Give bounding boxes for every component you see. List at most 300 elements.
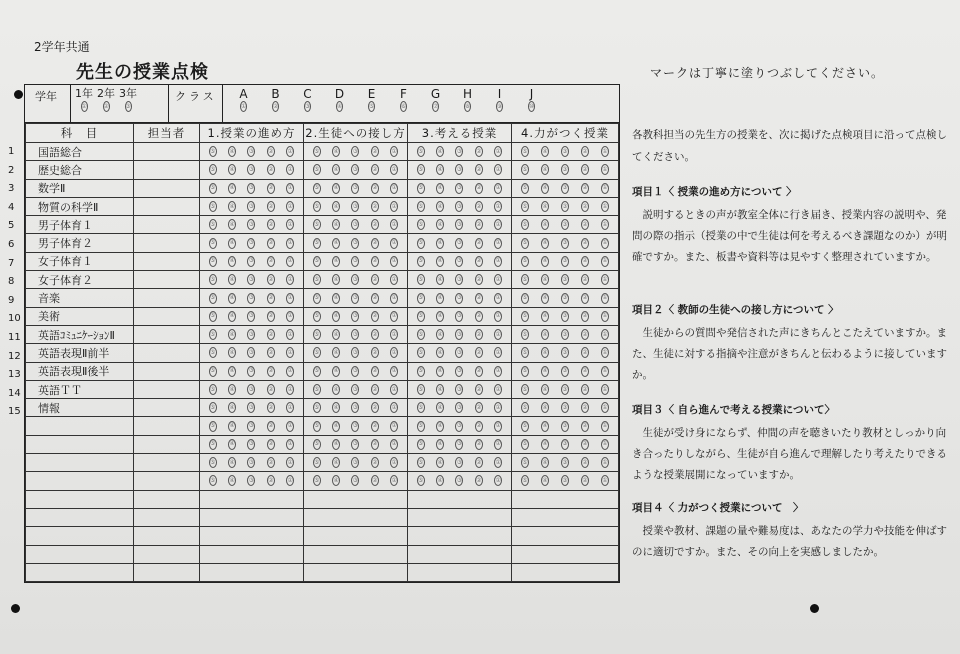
- rating-bubble[interactable]: ③: [247, 329, 255, 340]
- rating-bubble[interactable]: ④: [228, 329, 236, 340]
- teacher-cell[interactable]: [134, 563, 200, 581]
- rating-bubble[interactable]: ①: [286, 201, 294, 212]
- rating-bubble[interactable]: ④: [436, 201, 444, 212]
- rating-bubble[interactable]: ④: [332, 201, 340, 212]
- rating-bubble[interactable]: ②: [267, 146, 275, 157]
- rating-bubble[interactable]: ③: [455, 366, 463, 377]
- rating-bubble[interactable]: ②: [475, 201, 483, 212]
- rating-bubble[interactable]: ④: [332, 146, 340, 157]
- rating-bubble[interactable]: ④: [332, 421, 340, 432]
- rating-bubble[interactable]: ①: [494, 293, 502, 304]
- teacher-cell[interactable]: [134, 289, 200, 307]
- rating-bubble[interactable]: ①: [286, 402, 294, 413]
- rating-bubble[interactable]: ⑤: [313, 293, 321, 304]
- rating-bubble[interactable]: ④: [332, 164, 340, 175]
- rating-bubble[interactable]: ③: [561, 347, 569, 358]
- rating-bubble[interactable]: ⑤: [209, 256, 217, 267]
- rating-bubble[interactable]: ①: [390, 164, 398, 175]
- rating-bubble[interactable]: ②: [267, 384, 275, 395]
- class-option[interactable]: [421, 87, 450, 112]
- rating-bubble[interactable]: ⑤: [417, 439, 425, 450]
- rating-bubble[interactable]: ②: [267, 402, 275, 413]
- rating-bubble[interactable]: ③: [455, 293, 463, 304]
- rating-bubble[interactable]: ④: [228, 256, 236, 267]
- rating-bubble[interactable]: ①: [286, 457, 294, 468]
- grade-bubble[interactable]: ③: [125, 101, 132, 112]
- rating-bubble[interactable]: ③: [455, 238, 463, 249]
- rating-bubble[interactable]: ③: [561, 402, 569, 413]
- rating-bubble[interactable]: ②: [475, 457, 483, 468]
- rating-bubble[interactable]: ③: [561, 219, 569, 230]
- rating-bubble[interactable]: ⑤: [313, 366, 321, 377]
- rating-bubble[interactable]: ④: [436, 329, 444, 340]
- rating-bubble[interactable]: ④: [228, 183, 236, 194]
- class-bubble[interactable]: ①: [240, 101, 247, 112]
- teacher-cell[interactable]: [134, 417, 200, 435]
- rating-bubble[interactable]: ③: [561, 421, 569, 432]
- rating-bubble[interactable]: ①: [494, 421, 502, 432]
- rating-bubble[interactable]: ③: [455, 164, 463, 175]
- rating-bubble[interactable]: ⑤: [313, 384, 321, 395]
- rating-bubble[interactable]: ①: [601, 439, 609, 450]
- rating-bubble[interactable]: ③: [247, 311, 255, 322]
- rating-bubble[interactable]: ③: [247, 274, 255, 285]
- rating-bubble[interactable]: ①: [494, 201, 502, 212]
- rating-bubble[interactable]: ②: [371, 329, 379, 340]
- teacher-cell[interactable]: [134, 380, 200, 398]
- rating-bubble[interactable]: ②: [371, 274, 379, 285]
- rating-bubble[interactable]: ⑤: [313, 347, 321, 358]
- rating-bubble[interactable]: ④: [332, 183, 340, 194]
- rating-bubble[interactable]: ④: [436, 402, 444, 413]
- rating-bubble[interactable]: ②: [475, 219, 483, 230]
- rating-bubble[interactable]: ③: [561, 256, 569, 267]
- teacher-cell[interactable]: [134, 435, 200, 453]
- rating-bubble[interactable]: ②: [581, 274, 589, 285]
- teacher-cell[interactable]: [134, 508, 200, 526]
- rating-bubble[interactable]: ④: [436, 421, 444, 432]
- rating-bubble[interactable]: ②: [475, 274, 483, 285]
- rating-bubble[interactable]: ④: [541, 457, 549, 468]
- rating-bubble[interactable]: ⑤: [313, 256, 321, 267]
- rating-bubble[interactable]: ①: [601, 183, 609, 194]
- rating-bubble[interactable]: ③: [561, 238, 569, 249]
- rating-bubble[interactable]: ④: [228, 311, 236, 322]
- rating-bubble[interactable]: ②: [581, 329, 589, 340]
- rating-bubble[interactable]: ②: [371, 164, 379, 175]
- rating-bubble[interactable]: ④: [436, 146, 444, 157]
- rating-bubble[interactable]: ⑤: [521, 347, 529, 358]
- rating-bubble[interactable]: ①: [390, 457, 398, 468]
- rating-bubble[interactable]: ③: [561, 439, 569, 450]
- rating-bubble[interactable]: ③: [351, 256, 359, 267]
- rating-bubble[interactable]: ①: [390, 183, 398, 194]
- rating-bubble[interactable]: ③: [351, 475, 359, 486]
- rating-bubble[interactable]: ②: [581, 402, 589, 413]
- rating-bubble[interactable]: ③: [247, 183, 255, 194]
- rating-bubble[interactable]: ⑤: [417, 183, 425, 194]
- rating-bubble[interactable]: ⑤: [313, 219, 321, 230]
- rating-bubble[interactable]: ④: [332, 384, 340, 395]
- rating-bubble[interactable]: ③: [351, 201, 359, 212]
- rating-bubble[interactable]: ②: [581, 475, 589, 486]
- rating-bubble[interactable]: ③: [351, 164, 359, 175]
- rating-bubble[interactable]: ③: [455, 183, 463, 194]
- teacher-cell[interactable]: [134, 399, 200, 417]
- class-option[interactable]: [325, 87, 354, 112]
- rating-bubble[interactable]: ④: [541, 183, 549, 194]
- rating-bubble[interactable]: ⑤: [313, 201, 321, 212]
- rating-bubble[interactable]: ⑤: [209, 293, 217, 304]
- class-bubble[interactable]: ⑥: [400, 101, 407, 112]
- class-option[interactable]: [261, 87, 290, 112]
- rating-bubble[interactable]: ②: [371, 293, 379, 304]
- rating-bubble[interactable]: ⑤: [313, 164, 321, 175]
- rating-bubble[interactable]: ①: [601, 238, 609, 249]
- rating-bubble[interactable]: ①: [494, 183, 502, 194]
- rating-bubble[interactable]: ②: [267, 457, 275, 468]
- rating-bubble[interactable]: ②: [581, 384, 589, 395]
- rating-bubble[interactable]: ②: [475, 256, 483, 267]
- class-option[interactable]: [293, 87, 322, 112]
- rating-bubble[interactable]: ②: [581, 366, 589, 377]
- rating-bubble[interactable]: ⑤: [313, 238, 321, 249]
- rating-bubble[interactable]: ②: [581, 347, 589, 358]
- rating-bubble[interactable]: ②: [581, 256, 589, 267]
- rating-bubble[interactable]: ⑤: [521, 311, 529, 322]
- rating-bubble[interactable]: ①: [390, 366, 398, 377]
- rating-bubble[interactable]: ④: [436, 475, 444, 486]
- rating-bubble[interactable]: ④: [541, 347, 549, 358]
- rating-bubble[interactable]: ③: [247, 347, 255, 358]
- rating-bubble[interactable]: ②: [581, 201, 589, 212]
- class-bubble[interactable]: ⑦: [432, 101, 439, 112]
- rating-bubble[interactable]: ②: [371, 256, 379, 267]
- rating-bubble[interactable]: ②: [475, 347, 483, 358]
- rating-bubble[interactable]: ①: [494, 238, 502, 249]
- rating-bubble[interactable]: ①: [601, 421, 609, 432]
- rating-bubble[interactable]: ④: [541, 475, 549, 486]
- rating-bubble[interactable]: ④: [332, 329, 340, 340]
- rating-bubble[interactable]: ③: [455, 311, 463, 322]
- rating-bubble[interactable]: ②: [581, 311, 589, 322]
- rating-bubble[interactable]: ⑤: [417, 311, 425, 322]
- teacher-cell[interactable]: [134, 161, 200, 179]
- rating-bubble[interactable]: ②: [475, 366, 483, 377]
- rating-bubble[interactable]: ①: [601, 347, 609, 358]
- rating-bubble[interactable]: ③: [561, 366, 569, 377]
- rating-bubble[interactable]: ⑤: [521, 439, 529, 450]
- rating-bubble[interactable]: ④: [541, 421, 549, 432]
- rating-bubble[interactable]: ④: [541, 219, 549, 230]
- rating-bubble[interactable]: ③: [247, 366, 255, 377]
- rating-bubble[interactable]: ②: [581, 421, 589, 432]
- rating-bubble[interactable]: ③: [455, 256, 463, 267]
- rating-bubble[interactable]: ⑤: [313, 457, 321, 468]
- rating-bubble[interactable]: ③: [247, 439, 255, 450]
- teacher-cell[interactable]: [134, 490, 200, 508]
- rating-bubble[interactable]: ⑤: [521, 201, 529, 212]
- rating-bubble[interactable]: ②: [581, 457, 589, 468]
- rating-bubble[interactable]: ④: [436, 366, 444, 377]
- rating-bubble[interactable]: ④: [541, 439, 549, 450]
- rating-bubble[interactable]: ①: [601, 293, 609, 304]
- class-bubble[interactable]: ⑤: [368, 101, 375, 112]
- rating-bubble[interactable]: ⑤: [313, 439, 321, 450]
- rating-bubble[interactable]: ①: [601, 164, 609, 175]
- rating-bubble[interactable]: ②: [267, 293, 275, 304]
- rating-bubble[interactable]: ③: [561, 384, 569, 395]
- teacher-cell[interactable]: [134, 527, 200, 545]
- rating-bubble[interactable]: ④: [228, 164, 236, 175]
- rating-bubble[interactable]: ①: [390, 475, 398, 486]
- rating-bubble[interactable]: ②: [267, 256, 275, 267]
- rating-bubble[interactable]: ④: [541, 146, 549, 157]
- rating-bubble[interactable]: ⑤: [417, 347, 425, 358]
- rating-bubble[interactable]: ③: [561, 293, 569, 304]
- rating-bubble[interactable]: ②: [267, 475, 275, 486]
- rating-bubble[interactable]: ①: [601, 457, 609, 468]
- rating-bubble[interactable]: ①: [601, 256, 609, 267]
- rating-bubble[interactable]: ①: [286, 366, 294, 377]
- rating-bubble[interactable]: ①: [286, 238, 294, 249]
- rating-bubble[interactable]: ②: [267, 311, 275, 322]
- rating-bubble[interactable]: ④: [228, 366, 236, 377]
- rating-bubble[interactable]: ④: [541, 402, 549, 413]
- class-bubble[interactable]: ⑩: [528, 101, 535, 112]
- rating-bubble[interactable]: ③: [561, 201, 569, 212]
- rating-bubble[interactable]: ③: [247, 201, 255, 212]
- rating-bubble[interactable]: ②: [475, 164, 483, 175]
- rating-bubble[interactable]: ④: [541, 329, 549, 340]
- rating-bubble[interactable]: ③: [247, 256, 255, 267]
- rating-bubble[interactable]: ③: [455, 475, 463, 486]
- rating-bubble[interactable]: ③: [351, 311, 359, 322]
- rating-bubble[interactable]: ①: [390, 293, 398, 304]
- rating-bubble[interactable]: ⑤: [313, 183, 321, 194]
- teacher-cell[interactable]: [134, 472, 200, 490]
- rating-bubble[interactable]: ③: [351, 219, 359, 230]
- rating-bubble[interactable]: ②: [267, 219, 275, 230]
- rating-bubble[interactable]: ④: [436, 347, 444, 358]
- rating-bubble[interactable]: ①: [390, 402, 398, 413]
- class-option[interactable]: [389, 87, 418, 112]
- rating-bubble[interactable]: ②: [581, 238, 589, 249]
- rating-bubble[interactable]: ②: [267, 347, 275, 358]
- class-option[interactable]: [485, 87, 514, 112]
- rating-bubble[interactable]: ④: [436, 183, 444, 194]
- rating-bubble[interactable]: ④: [332, 219, 340, 230]
- rating-bubble[interactable]: ③: [351, 238, 359, 249]
- rating-bubble[interactable]: ④: [436, 219, 444, 230]
- rating-bubble[interactable]: ①: [494, 311, 502, 322]
- rating-bubble[interactable]: ⑤: [417, 164, 425, 175]
- rating-bubble[interactable]: ④: [228, 402, 236, 413]
- rating-bubble[interactable]: ⑤: [313, 311, 321, 322]
- rating-bubble[interactable]: ①: [390, 421, 398, 432]
- rating-bubble[interactable]: ②: [475, 402, 483, 413]
- rating-bubble[interactable]: ④: [436, 439, 444, 450]
- rating-bubble[interactable]: ⑤: [521, 366, 529, 377]
- teacher-cell[interactable]: [134, 454, 200, 472]
- rating-bubble[interactable]: ②: [581, 439, 589, 450]
- rating-bubble[interactable]: ①: [601, 366, 609, 377]
- rating-bubble[interactable]: ②: [371, 238, 379, 249]
- rating-bubble[interactable]: ①: [390, 201, 398, 212]
- rating-bubble[interactable]: ⑤: [417, 293, 425, 304]
- rating-bubble[interactable]: ①: [390, 219, 398, 230]
- rating-bubble[interactable]: ⑤: [209, 347, 217, 358]
- rating-bubble[interactable]: ②: [267, 421, 275, 432]
- rating-bubble[interactable]: ①: [286, 384, 294, 395]
- rating-bubble[interactable]: ②: [371, 146, 379, 157]
- rating-bubble[interactable]: ④: [228, 238, 236, 249]
- class-bubble[interactable]: ③: [304, 101, 311, 112]
- rating-bubble[interactable]: ③: [351, 402, 359, 413]
- rating-bubble[interactable]: ⑤: [209, 201, 217, 212]
- rating-bubble[interactable]: ②: [475, 384, 483, 395]
- rating-bubble[interactable]: ③: [455, 457, 463, 468]
- rating-bubble[interactable]: ④: [228, 347, 236, 358]
- teacher-cell[interactable]: [134, 545, 200, 563]
- rating-bubble[interactable]: ②: [371, 402, 379, 413]
- rating-bubble[interactable]: ②: [475, 146, 483, 157]
- rating-bubble[interactable]: ③: [247, 421, 255, 432]
- rating-bubble[interactable]: ④: [332, 366, 340, 377]
- rating-bubble[interactable]: ④: [436, 457, 444, 468]
- rating-bubble[interactable]: ①: [494, 475, 502, 486]
- rating-bubble[interactable]: ①: [390, 274, 398, 285]
- rating-bubble[interactable]: ⑤: [313, 274, 321, 285]
- rating-bubble[interactable]: ④: [541, 274, 549, 285]
- rating-bubble[interactable]: ③: [351, 146, 359, 157]
- rating-bubble[interactable]: ②: [581, 146, 589, 157]
- rating-bubble[interactable]: ④: [228, 219, 236, 230]
- rating-bubble[interactable]: ②: [371, 475, 379, 486]
- rating-bubble[interactable]: ②: [267, 201, 275, 212]
- rating-bubble[interactable]: ①: [601, 146, 609, 157]
- rating-bubble[interactable]: ④: [228, 201, 236, 212]
- rating-bubble[interactable]: ④: [332, 256, 340, 267]
- teacher-cell[interactable]: [134, 234, 200, 252]
- rating-bubble[interactable]: ①: [390, 146, 398, 157]
- grade-bubble[interactable]: ①: [81, 101, 88, 112]
- rating-bubble[interactable]: ③: [351, 183, 359, 194]
- rating-bubble[interactable]: ②: [267, 183, 275, 194]
- rating-bubble[interactable]: ⑤: [417, 256, 425, 267]
- grade-bubble[interactable]: ②: [103, 101, 110, 112]
- rating-bubble[interactable]: ②: [267, 366, 275, 377]
- rating-bubble[interactable]: ②: [371, 201, 379, 212]
- rating-bubble[interactable]: ⑤: [521, 402, 529, 413]
- rating-bubble[interactable]: ①: [286, 347, 294, 358]
- rating-bubble[interactable]: ③: [351, 421, 359, 432]
- rating-bubble[interactable]: ②: [267, 164, 275, 175]
- rating-bubble[interactable]: ④: [228, 293, 236, 304]
- rating-bubble[interactable]: ②: [371, 384, 379, 395]
- rating-bubble[interactable]: ⑤: [521, 183, 529, 194]
- rating-bubble[interactable]: ⑤: [521, 164, 529, 175]
- rating-bubble[interactable]: ⑤: [209, 164, 217, 175]
- rating-bubble[interactable]: ②: [267, 274, 275, 285]
- rating-bubble[interactable]: ⑤: [521, 329, 529, 340]
- rating-bubble[interactable]: ⑤: [417, 402, 425, 413]
- rating-bubble[interactable]: ②: [581, 293, 589, 304]
- rating-bubble[interactable]: ①: [286, 475, 294, 486]
- rating-bubble[interactable]: ③: [455, 329, 463, 340]
- class-bubble[interactable]: ⑧: [464, 101, 471, 112]
- teacher-cell[interactable]: [134, 325, 200, 343]
- rating-bubble[interactable]: ①: [286, 183, 294, 194]
- rating-bubble[interactable]: ③: [455, 146, 463, 157]
- rating-bubble[interactable]: ①: [286, 256, 294, 267]
- teacher-cell[interactable]: [134, 362, 200, 380]
- rating-bubble[interactable]: ⑤: [209, 421, 217, 432]
- teacher-cell[interactable]: [134, 271, 200, 289]
- rating-bubble[interactable]: ④: [541, 164, 549, 175]
- rating-bubble[interactable]: ③: [351, 439, 359, 450]
- rating-bubble[interactable]: ②: [475, 439, 483, 450]
- grade-option[interactable]: [97, 87, 115, 112]
- rating-bubble[interactable]: ①: [601, 402, 609, 413]
- rating-bubble[interactable]: ③: [561, 146, 569, 157]
- rating-bubble[interactable]: ⑤: [417, 146, 425, 157]
- rating-bubble[interactable]: ③: [455, 347, 463, 358]
- rating-bubble[interactable]: ④: [332, 457, 340, 468]
- rating-bubble[interactable]: ④: [541, 366, 549, 377]
- rating-bubble[interactable]: ①: [494, 146, 502, 157]
- rating-bubble[interactable]: ⑤: [521, 146, 529, 157]
- rating-bubble[interactable]: ③: [351, 329, 359, 340]
- rating-bubble[interactable]: ①: [390, 347, 398, 358]
- rating-bubble[interactable]: ④: [332, 274, 340, 285]
- rating-bubble[interactable]: ③: [351, 366, 359, 377]
- rating-bubble[interactable]: ①: [390, 329, 398, 340]
- rating-bubble[interactable]: ②: [371, 311, 379, 322]
- rating-bubble[interactable]: ④: [228, 475, 236, 486]
- rating-bubble[interactable]: ④: [436, 256, 444, 267]
- rating-bubble[interactable]: ④: [436, 311, 444, 322]
- rating-bubble[interactable]: ⑤: [521, 457, 529, 468]
- rating-bubble[interactable]: ①: [601, 475, 609, 486]
- rating-bubble[interactable]: ③: [351, 457, 359, 468]
- rating-bubble[interactable]: ①: [494, 219, 502, 230]
- class-option[interactable]: [229, 87, 258, 112]
- rating-bubble[interactable]: ③: [247, 238, 255, 249]
- rating-bubble[interactable]: ④: [228, 421, 236, 432]
- rating-bubble[interactable]: ④: [436, 384, 444, 395]
- rating-bubble[interactable]: ②: [267, 238, 275, 249]
- rating-bubble[interactable]: ④: [541, 384, 549, 395]
- rating-bubble[interactable]: ①: [601, 311, 609, 322]
- rating-bubble[interactable]: ③: [247, 164, 255, 175]
- rating-bubble[interactable]: ③: [247, 457, 255, 468]
- rating-bubble[interactable]: ⑤: [417, 201, 425, 212]
- rating-bubble[interactable]: ④: [436, 238, 444, 249]
- rating-bubble[interactable]: ④: [228, 457, 236, 468]
- rating-bubble[interactable]: ①: [286, 164, 294, 175]
- rating-bubble[interactable]: ④: [228, 439, 236, 450]
- rating-bubble[interactable]: ④: [541, 238, 549, 249]
- rating-bubble[interactable]: ①: [494, 256, 502, 267]
- rating-bubble[interactable]: ⑤: [209, 274, 217, 285]
- rating-bubble[interactable]: ⑤: [209, 366, 217, 377]
- rating-bubble[interactable]: ①: [390, 311, 398, 322]
- rating-bubble[interactable]: ①: [494, 329, 502, 340]
- rating-bubble[interactable]: ①: [390, 256, 398, 267]
- rating-bubble[interactable]: ④: [332, 439, 340, 450]
- class-bubble[interactable]: ④: [336, 101, 343, 112]
